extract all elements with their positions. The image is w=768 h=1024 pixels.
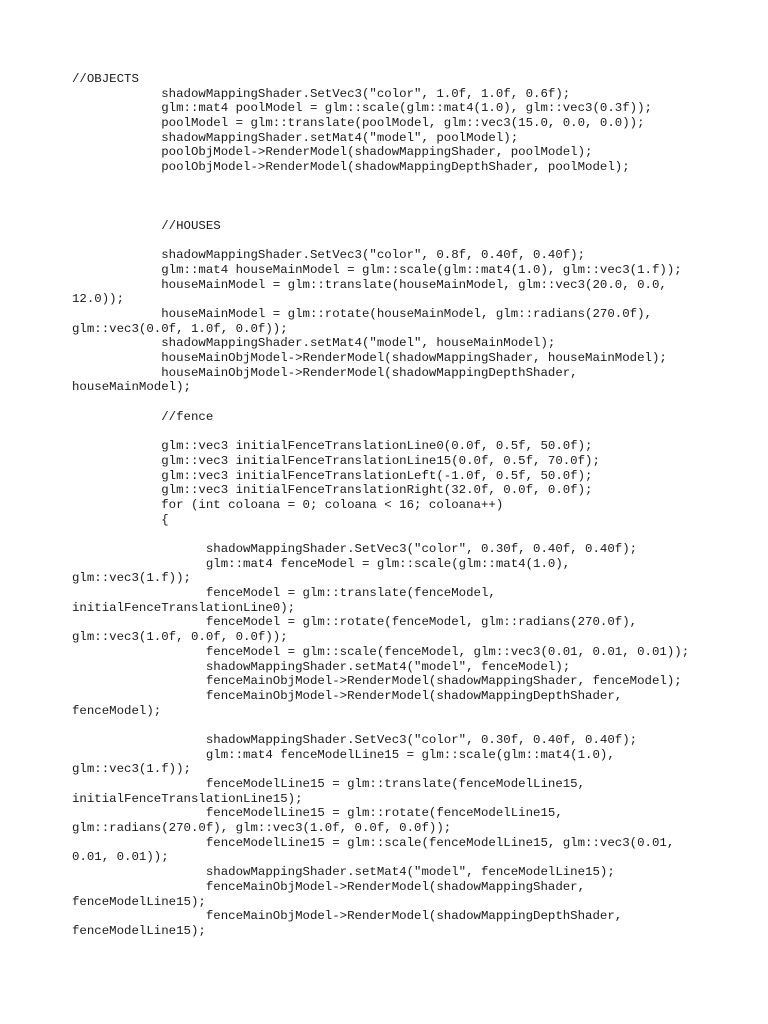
code-line: glm::mat4 fenceModelLine15 = glm::scale(glm::mat4(1.0),	[72, 747, 615, 762]
blank-line	[72, 527, 712, 542]
code-line: 0.01, 0.01));	[72, 850, 169, 865]
code-line: glm::vec3(1.f));	[72, 571, 191, 586]
code-line: houseMainModel);	[72, 380, 191, 395]
code-line: shadowMappingShader.SetVec3("color", 0.30f, 0.40f, 0.40f);	[72, 732, 638, 747]
code-line: glm::mat4 houseMainModel = glm::scale(glm::mat4(1.0), glm::vec3(1.f));	[72, 262, 682, 277]
code-line: glm::radians(270.0f), glm::vec3(1.0f, 0.0f, 0.0f));	[72, 821, 452, 836]
code-line: {	[72, 512, 169, 527]
code-line: shadowMappingShader.setMat4("model", fenceModel);	[72, 659, 571, 674]
code-line: //HOUSES	[72, 218, 221, 233]
code-line: houseMainModel = glm::translate(houseMainModel, glm::vec3(20.0, 0.0,	[72, 277, 667, 292]
blank-line	[72, 175, 712, 190]
code-line: houseMainModel = glm::rotate(houseMainModel, glm::radians(270.0f),	[72, 307, 652, 321]
code-line: glm::vec3 initialFenceTranslationLine15(0.0f, 0.5f, 70.0f);	[72, 453, 600, 468]
code-line: fenceModelLine15 = glm::scale(fenceModelLine15, glm::vec3(0.01,	[72, 835, 675, 850]
code-line: poolObjModel->RenderModel(shadowMappingDepthShader, poolModel);	[72, 160, 630, 175]
code-line: shadowMappingShader.SetVec3("color", 0.30f, 0.40f, 0.40f);	[72, 542, 638, 556]
code-block	[72, 72, 712, 939]
code-line: houseMainObjModel->RenderModel(shadowMappingShader, houseMainModel);	[72, 351, 667, 366]
code-line: initialFenceTranslationLine15);	[72, 791, 303, 806]
code-line: fenceMainObjModel->RenderModel(shadowMappingShader, fenceModel);	[72, 674, 682, 689]
code-line: fenceMainObjModel->RenderModel(shadowMappingDepthShader,	[72, 688, 623, 703]
code-line: glm::vec3 initialFenceTranslationRight(32.0f, 0.0f, 0.0f);	[72, 483, 593, 498]
code-line: initialFenceTranslationLine0);	[72, 600, 296, 615]
blank-line	[72, 395, 712, 410]
blank-line	[72, 190, 712, 205]
code-line: glm::vec3 initialFenceTranslationLeft(-1.0f, 0.5f, 50.0f);	[72, 468, 593, 483]
code-line: fenceModelLine15 = glm::rotate(fenceModelLine15,	[72, 806, 563, 821]
code-line: fenceMainObjModel->RenderModel(shadowMappingShader,	[72, 879, 586, 894]
code-line: fenceModelLine15 = glm::translate(fenceModelLine15,	[72, 777, 586, 791]
code-line: for (int coloana = 0; coloana < 16; coloana++)	[72, 497, 504, 512]
code-line: fenceModelLine15);	[72, 923, 206, 938]
code-line: glm::vec3 initialFenceTranslationLine0(0.0f, 0.5f, 50.0f);	[72, 439, 593, 454]
code-line: poolObjModel->RenderModel(shadowMappingShader, poolModel);	[72, 145, 593, 160]
code-line: shadowMappingShader.setMat4("model", fenceModelLine15);	[72, 865, 615, 880]
code-line: fenceModel = glm::rotate(fenceModel, glm::radians(270.0f),	[72, 615, 638, 630]
code-line: fenceModel);	[72, 703, 162, 718]
code-line: shadowMappingShader.SetVec3("color", 0.8f, 0.40f, 0.40f);	[72, 248, 586, 263]
code-line: fenceModel = glm::translate(fenceModel,	[72, 586, 496, 601]
code-line: 12.0));	[72, 292, 125, 307]
code-line: shadowMappingShader.setMat4("model", poolModel);	[72, 130, 519, 145]
code-line: fenceMainObjModel->RenderModel(shadowMappingDepthShader,	[72, 909, 623, 924]
blank-line	[72, 234, 712, 249]
code-line: glm::vec3(0.0f, 1.0f, 0.0f));	[72, 321, 288, 336]
code-line: glm::vec3(1.f));	[72, 762, 191, 777]
code-line: fenceModelLine15);	[72, 894, 206, 909]
code-line: houseMainObjModel->RenderModel(shadowMappingDepthShader,	[72, 365, 578, 380]
code-line: glm::mat4 fenceModel = glm::scale(glm::mat4(1.0),	[72, 556, 571, 571]
blank-line	[72, 425, 712, 440]
code-line: shadowMappingShader.setMat4("model", houseMainModel);	[72, 336, 556, 351]
code-line: glm::mat4 poolModel = glm::scale(glm::mat4(1.0), glm::vec3(0.3f));	[72, 101, 652, 116]
code-line: //OBJECTS	[72, 72, 139, 86]
blank-line	[72, 718, 712, 733]
code-line: glm::vec3(1.0f, 0.0f, 0.0f));	[72, 630, 288, 645]
code-line: //fence	[72, 409, 214, 424]
code-line: poolModel = glm::translate(poolModel, glm::vec3(15.0, 0.0, 0.0));	[72, 116, 645, 131]
code-line: shadowMappingShader.SetVec3("color", 1.0f, 1.0f, 0.6f);	[72, 86, 571, 101]
code-line: fenceModel = glm::scale(fenceModel, glm::vec3(0.01, 0.01, 0.01));	[72, 644, 690, 659]
blank-line	[72, 204, 712, 219]
